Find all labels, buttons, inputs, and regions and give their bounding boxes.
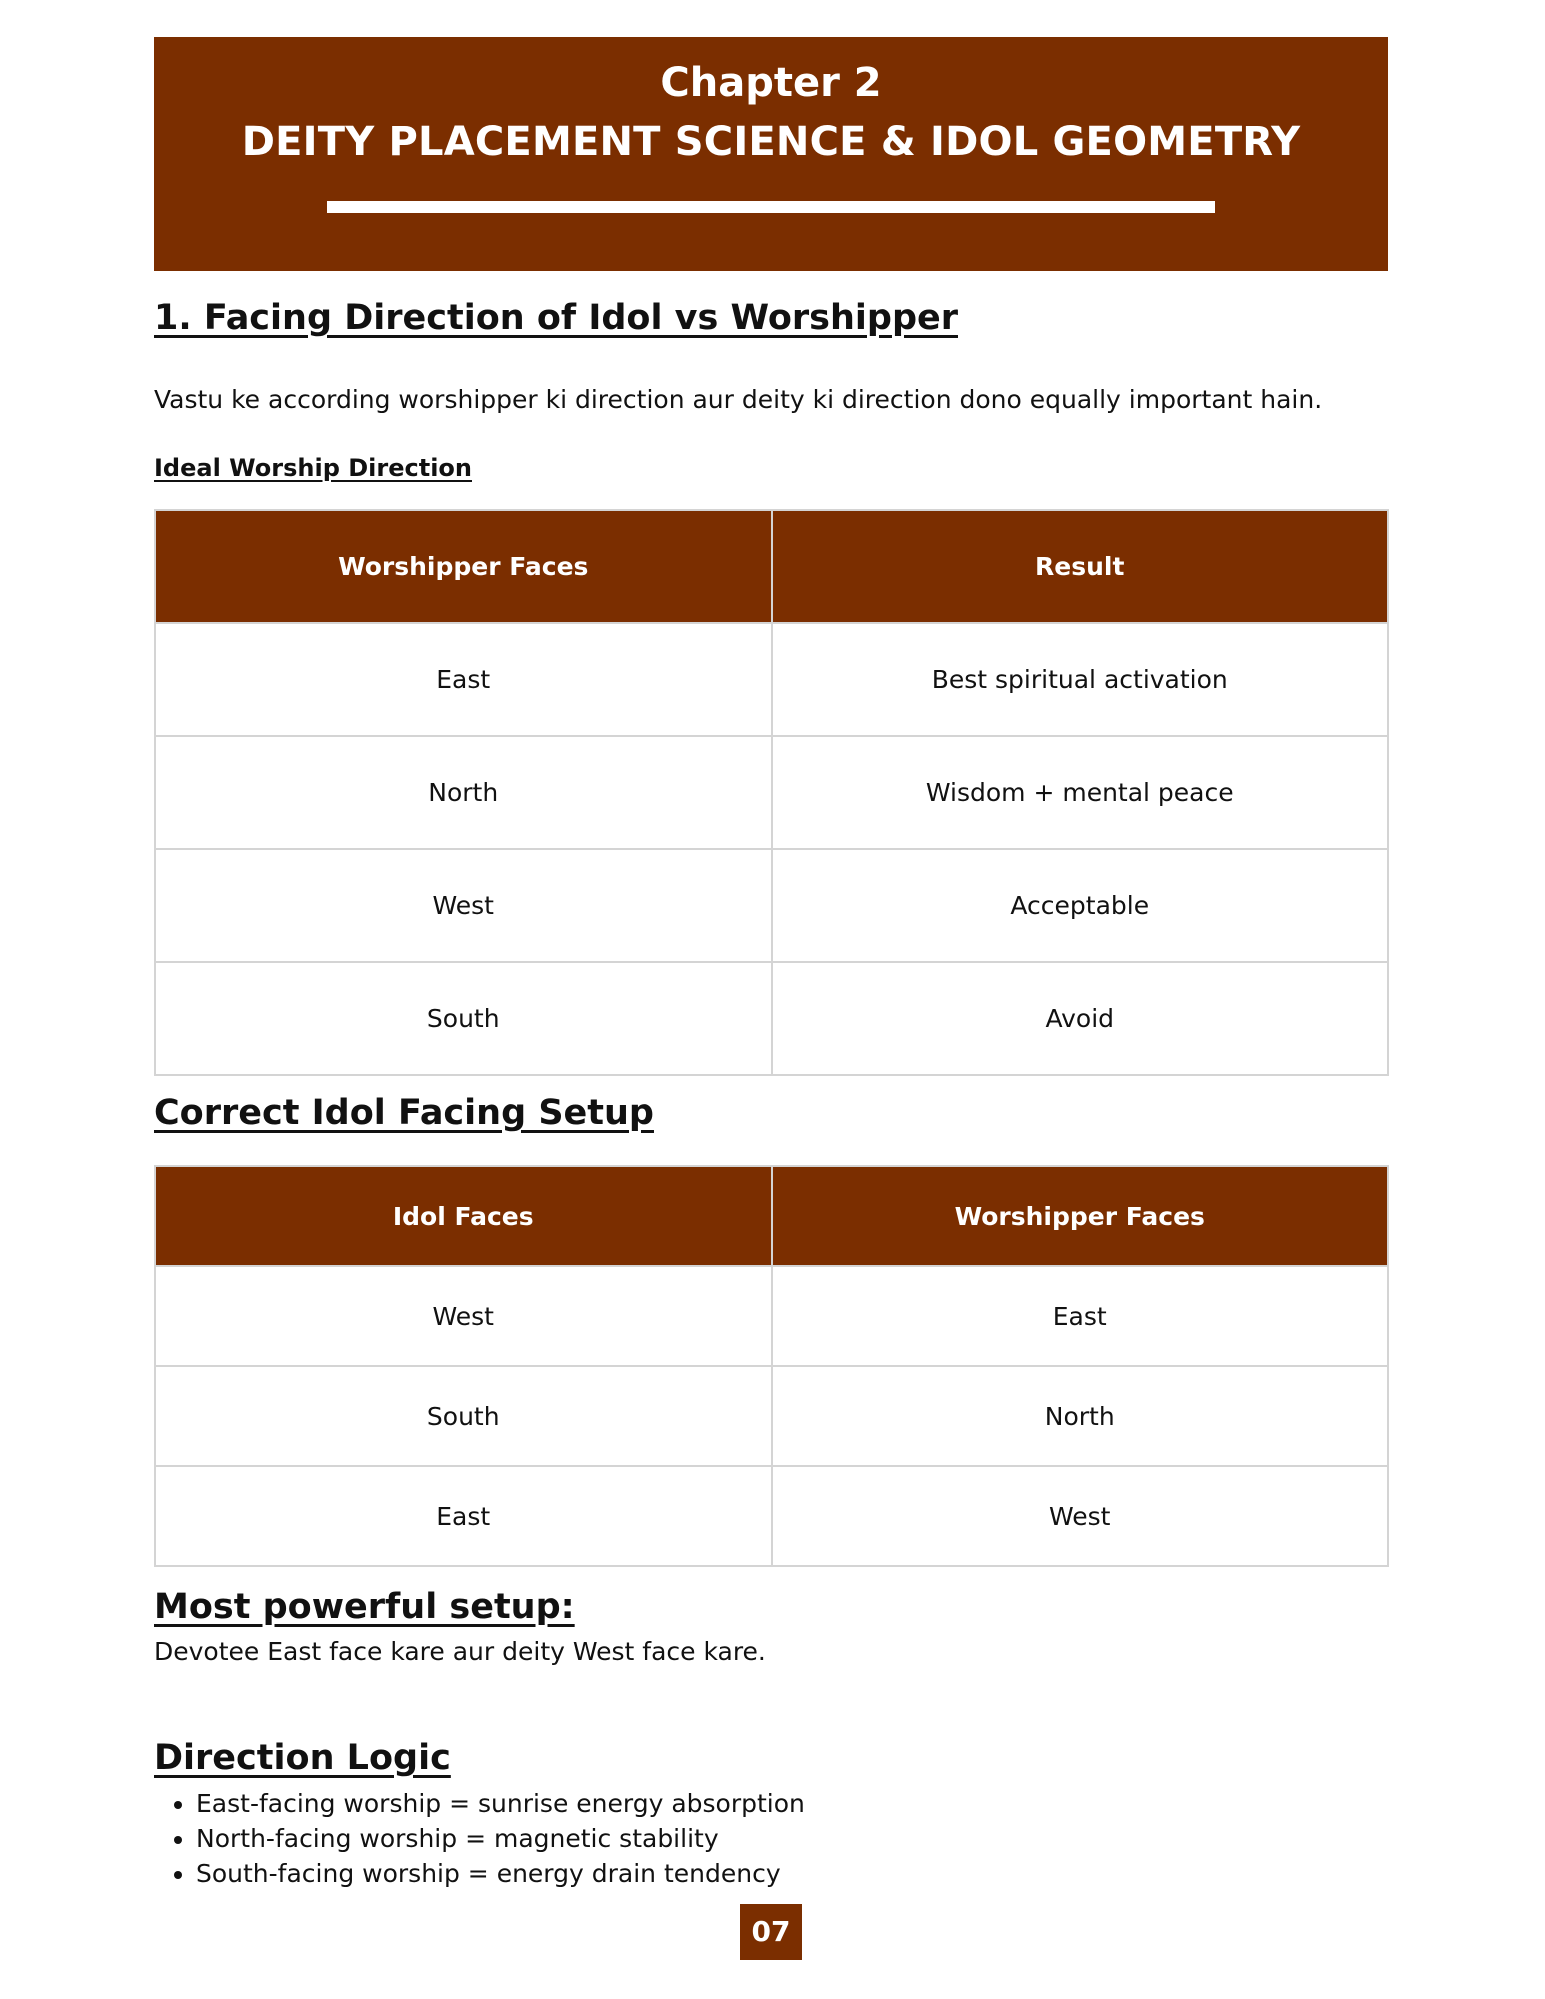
table-cell: Acceptable — [772, 849, 1389, 962]
most-powerful-setup-text: Devotee East face kare aur deity West face kare. — [154, 1637, 766, 1666]
table-row — [155, 623, 1388, 736]
column-header: Worshipper Faces — [772, 1166, 1389, 1266]
list-item: • North-facing worship = magnetic stability — [196, 1821, 805, 1856]
table-cell: East — [155, 1466, 772, 1566]
table-row — [155, 1366, 1388, 1466]
column-header: Result — [772, 510, 1389, 623]
correct-idol-facing-table — [154, 1165, 1389, 1567]
table-cell: North — [155, 736, 772, 849]
table-row — [155, 1266, 1388, 1366]
table-cell: East — [155, 623, 772, 736]
section-heading-facing-direction: 1. Facing Direction of Idol vs Worshipper — [154, 298, 958, 338]
heading-most-powerful-setup: Most powerful setup: — [154, 1587, 575, 1627]
table-header-row — [155, 1166, 1388, 1266]
column-header: Worshipper Faces — [155, 510, 772, 623]
table-cell: Best spiritual activation — [772, 623, 1389, 736]
table-cell: West — [155, 849, 772, 962]
table-cell: East — [772, 1266, 1389, 1366]
table-cell: Avoid — [772, 962, 1389, 1075]
table-cell: North — [772, 1366, 1389, 1466]
chapter-banner — [154, 37, 1388, 271]
page-number-badge: 07 — [740, 1904, 802, 1960]
banner-divider — [327, 201, 1215, 213]
column-header: Idol Faces — [155, 1166, 772, 1266]
table-row — [155, 736, 1388, 849]
heading-direction-logic: Direction Logic — [154, 1738, 451, 1778]
table-row — [155, 1466, 1388, 1566]
section-intro-text: Vastu ke according worshipper ki direction aur deity ki direction dono equally important hain. — [154, 385, 1323, 414]
chapter-title: DEITY PLACEMENT SCIENCE & IDOL GEOMETRY — [241, 119, 1301, 165]
ideal-worship-direction-table — [154, 509, 1389, 1076]
table-cell: West — [772, 1466, 1389, 1566]
table-cell: West — [155, 1266, 772, 1366]
table-cell: South — [155, 962, 772, 1075]
list-item: • East-facing worship = sunrise energy absorption — [196, 1786, 805, 1821]
chapter-label: Chapter 2 — [660, 60, 882, 106]
table-header-row — [155, 510, 1388, 623]
table-row — [155, 849, 1388, 962]
table-cell: Wisdom + mental peace — [772, 736, 1389, 849]
direction-logic-list — [154, 1786, 805, 1891]
table-row — [155, 962, 1388, 1075]
subheading-ideal-worship-direction: Ideal Worship Direction — [154, 454, 472, 482]
section-heading-correct-idol-facing: Correct Idol Facing Setup — [154, 1093, 654, 1133]
table-cell: South — [155, 1366, 772, 1466]
list-item: • South-facing worship = energy drain tendency — [196, 1856, 805, 1891]
